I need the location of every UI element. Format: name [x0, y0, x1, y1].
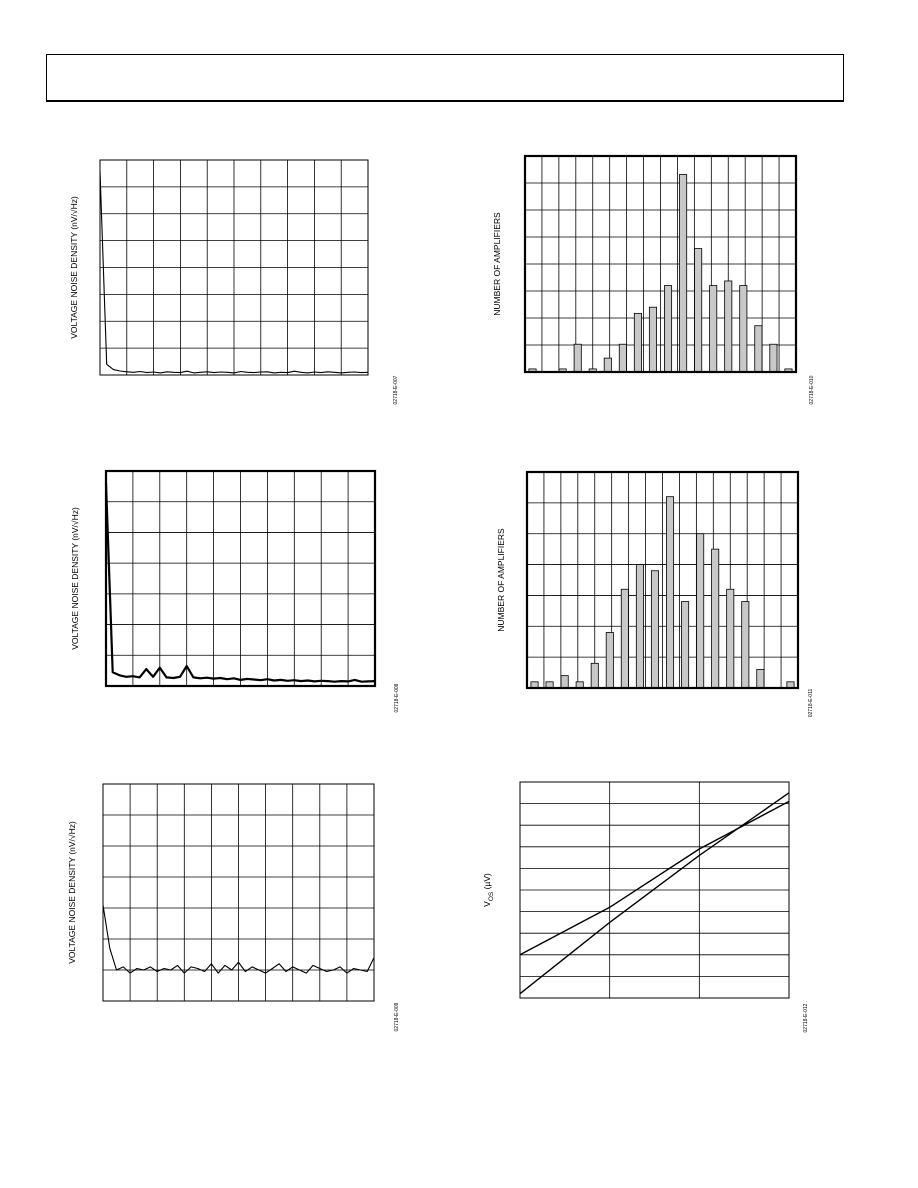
bar-7 — [634, 313, 641, 372]
chart-grid — [527, 472, 798, 688]
bar-10 — [679, 175, 686, 372]
bar-12 — [712, 549, 719, 688]
chart-hist-1 — [492, 156, 815, 404]
bar-6 — [619, 344, 626, 372]
chart-grid — [106, 471, 375, 686]
figure-code: 02718-E-010 — [809, 375, 815, 405]
figure-code: 02718-E-009 — [394, 1002, 400, 1032]
y-axis-label — [482, 873, 495, 907]
y-axis-label: VOLTAGE NOISE DENSITY (nV/√Hz) — [67, 821, 77, 964]
bar-3 — [574, 344, 581, 372]
bar-6 — [621, 589, 628, 688]
bar-9 — [666, 497, 673, 688]
bar-16 — [770, 344, 777, 372]
series-line-0 — [520, 801, 789, 954]
figure-code: 02718-E-011 — [808, 688, 814, 718]
y-axis-label-unit: (µV) — [482, 873, 492, 892]
chart-grid — [103, 784, 374, 1001]
bar-8 — [651, 571, 658, 688]
bar-12 — [710, 286, 717, 372]
bar-15 — [755, 326, 762, 372]
bar-9 — [664, 286, 671, 372]
figure-code: 02718-E-008 — [394, 683, 400, 713]
chart-noise-3 — [67, 784, 400, 1031]
bar-13 — [727, 589, 734, 688]
chart-vos — [482, 782, 809, 1032]
y-axis-label-main: V — [482, 901, 492, 907]
y-axis-label: VOLTAGE NOISE DENSITY (nV/√Hz) — [69, 196, 79, 339]
figure-code: 02718-E-012 — [803, 1003, 809, 1033]
bar-11 — [695, 249, 702, 372]
y-axis-label: VOLTAGE NOISE DENSITY (nV/√Hz) — [70, 507, 80, 650]
y-axis-label: NUMBER OF AMPLIFIERS — [496, 528, 506, 632]
bar-11 — [697, 534, 704, 688]
bar-15 — [757, 669, 764, 688]
chart-noise-1 — [69, 160, 399, 404]
bar-14 — [740, 286, 747, 372]
chart-grid — [520, 782, 789, 998]
chart-noise-2 — [70, 471, 400, 712]
bar-7 — [636, 565, 643, 688]
chart-grid — [100, 160, 368, 375]
bar-4 — [591, 663, 598, 688]
y-axis-label-sub: OS — [488, 891, 495, 902]
bar-5 — [606, 632, 613, 688]
bar-10 — [681, 602, 688, 688]
bar-13 — [725, 281, 732, 372]
bar-8 — [649, 307, 656, 372]
chart-hist-2 — [496, 472, 814, 717]
bar-14 — [742, 602, 749, 688]
figure-code: 02718-E-007 — [393, 375, 399, 405]
bar-2 — [561, 676, 568, 688]
y-axis-label: NUMBER OF AMPLIFIERS — [492, 212, 502, 316]
bar-5 — [604, 358, 611, 372]
